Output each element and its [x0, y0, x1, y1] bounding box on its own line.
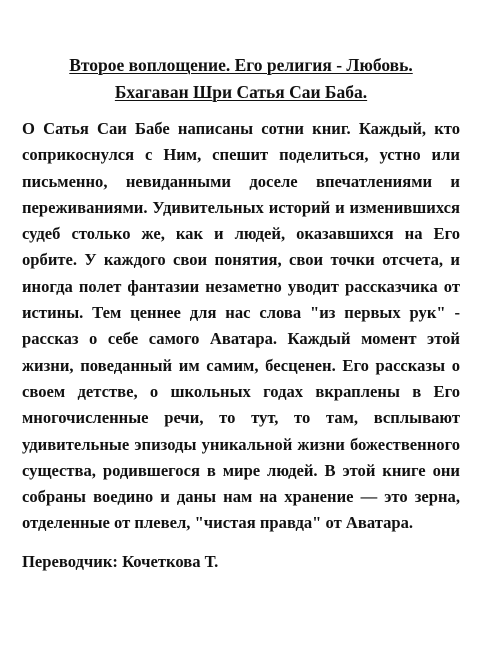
document-title: [22, 52, 460, 106]
title-line-2: Бхагаван Шри Сатья Саи Баба.: [114, 82, 368, 102]
title-line-1: Второе воплощение. Его религия - Любовь.: [69, 55, 413, 75]
body-paragraph: О Сатья Саи Бабе написаны сотни книг. Каждый, кто соприкоснулся с Ним, спешит поделиться, устно или письменно, невиданными доселе впечатлениями и переживаниями. Удивительных историй и изменившихся судеб столько же, как и людей, оказавшихся на Его орбите. У каждого свои понятия, свои точки отсчета, и иногда полет фантазии незаметно уводит рассказчика от истины. Тем ценнее для нас слова "из первых рук" - рассказ о себе самого Аватара. Каждый момент этой жизни, поведанный им самим, бесценен. Его рассказы о своем детстве, о школьных годах вкраплены в Его многочисленные речи, то тут, то там, всплывают удивительные эпизоды уникальной жизни божественного существа, родившегося в мире людей. В этой книге они собраны воедино и даны нам на хранение — это зерна, отделенные от плевел, "чистая правда" от Аватара.: [22, 119, 460, 533]
translator-credit: Переводчик: Кочеткова Т.: [22, 551, 219, 571]
